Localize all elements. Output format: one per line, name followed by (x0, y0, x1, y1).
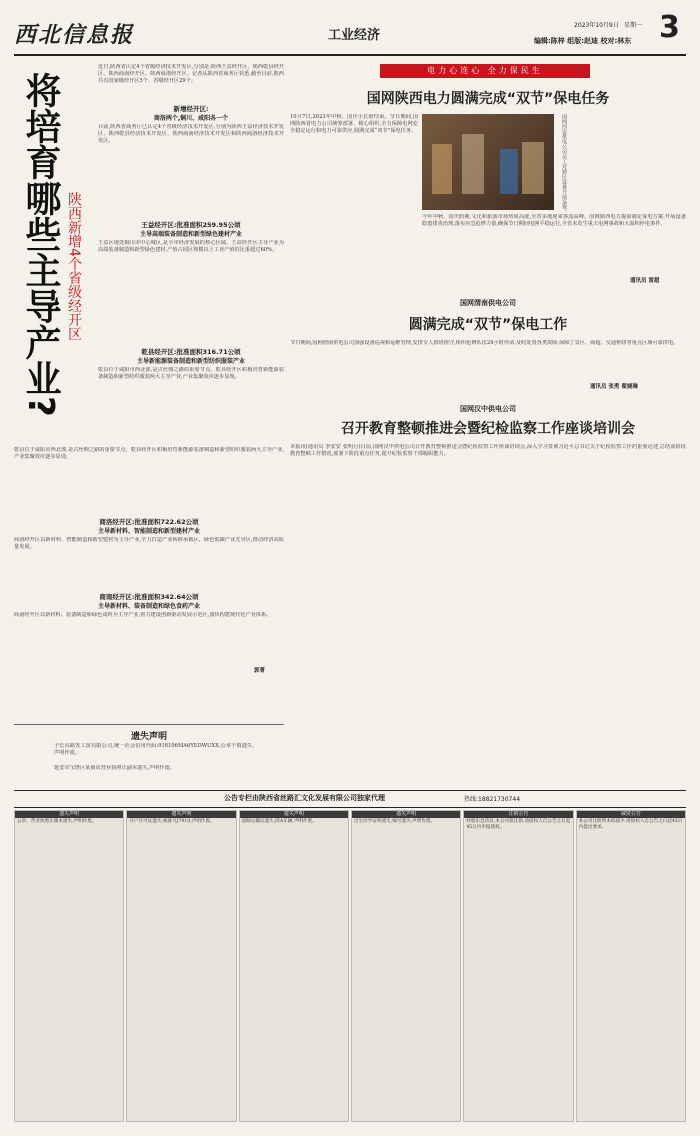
zone2-body: 乾县位于咸阳市西北部,是古丝绸之路的重要节点。乾县经开区积极培育新能源装备制造和新型纺织服装两大主导产业,产业集聚效应逐步显现。 (98, 367, 284, 380)
issue-date: 2023年10月9日 (574, 22, 619, 29)
article2-body: 节日期间,国网渭南供电公司加强设备巡视和运维管理,安排专人值班值守,组织抢修队伍24小时待命,及时处置各类故障,保障了景区、商超、交通枢纽等重点区域可靠供电。 (290, 340, 679, 346)
classified-col (463, 810, 573, 1122)
zone2-title: 乾县经开区:批准面积316.71公顷 (141, 348, 241, 356)
masthead-rule (14, 54, 686, 56)
classified-text: 经股东会决议,本公司拟注销,请债权人自公告之日起45日内申报债权。 (466, 819, 571, 830)
topic-banner (380, 64, 590, 78)
classifieds-header (14, 790, 686, 808)
section1-sub: 商洛两个,铜川、咸阳各一个 (153, 115, 229, 122)
classified-header: 遗失声明 (240, 811, 348, 818)
article1-byline: 通讯员 雷超 (630, 278, 660, 284)
classified-header: 注销公告 (464, 811, 572, 818)
zone3-sub: 主导新材料、智能制造和新型建材产业 (97, 528, 200, 535)
issue-weekday: 星期一 (624, 22, 643, 29)
classified-header: 遗失声明 (15, 811, 123, 818)
classified-header: 遗失声明 (127, 811, 235, 818)
feature-intro: 近日,陕西省认定4个省级经济技术开发区,分别是:陕西王益经开区、陕西乾县经开区、陕西商南经开区、陕西商洛经开区。记者从陕西省商务厅获悉,截至目前,陕西共有国家级经开区5个、省级经开区29个。 (98, 64, 284, 84)
classified-col (14, 810, 124, 1122)
classified-text: 出生医学证明遗失,编号遗失,声明作废。 (354, 819, 436, 824)
classified-header: 减资公告 (577, 811, 685, 818)
article2-org: 国网渭南供电公司 (460, 299, 516, 307)
classified-text: 本公司注册资本拟减少,请债权人自公告之日起45日内提出要求。 (578, 819, 683, 830)
classified-col (239, 810, 349, 1122)
feature-byline: 郭菁 (254, 668, 266, 674)
classified-col (126, 810, 236, 1122)
section-name: 工业经济 (327, 28, 380, 43)
notice-body-1: 子长县路发工贸有限公司,统一社会信用代码:916106MA6YEDWUXX,公章不慎遗失,声明作废。 (54, 743, 254, 756)
classified-text: 公章、营业执照正副本遗失,声明作废。 (17, 819, 97, 824)
article-weinan (290, 296, 686, 396)
page-number: 3 (659, 10, 680, 45)
masthead (14, 10, 686, 60)
section1-title: 新增经开区: (173, 105, 209, 113)
zone4-sub: 主导新材料、装备制造和绿色食药产业 (97, 603, 200, 610)
classifieds (14, 790, 686, 1126)
feature-subhead: 陕西新增4个省级经开区 (66, 192, 82, 341)
left-feature (14, 62, 284, 722)
zone1-title: 王益经开区:批准面积259.95公顷 (141, 221, 241, 229)
classifieds-title: 公告专栏由陕西省丝路汇文化发展有限公司独家代理 (224, 794, 385, 802)
zone1-sub: 主导高端装备制造和新型绿色建材产业 (139, 231, 242, 238)
notice-body-2: 延安市宝塔区某商店营业执照正副本遗失,声明作废。 (54, 765, 175, 771)
article1-photo (422, 114, 554, 210)
zone2-sub: 主导新能源装备制造和新型纺织服装产业 (136, 358, 245, 365)
classified-col (576, 810, 686, 1122)
editor-credits: 编辑:陈梓 组版:赵迪 校对:林东 (534, 37, 632, 45)
zone3-body: 商洛经开区以新材料、智能制造和新型建材为主导产业,全力打造产业转移承载区、绿色低碳产业先导区,推动经济高质量发展。 (14, 537, 284, 550)
article3-org: 国网汉中供电公司 (460, 405, 516, 413)
article2-byline: 通讯员 张勇 翟婕琳 (590, 384, 638, 390)
article1-title: 国网陕西电力圆满完成“双节”保电任务 (366, 91, 610, 107)
article3-title: 召开教育整顿推进会暨纪检监察工作座谈培训会 (341, 421, 635, 437)
article1-photo-caption: 国网西安供电公司员工对辖区设备开展巡视。 (561, 114, 567, 214)
article-hanzhong (290, 402, 686, 602)
article1-lead: 10月7日,2023年中秋、国庆小长假结束。节日期间,国网陕西省电力公司统筹部署、精心组织,全力保障电网安全稳定运行和电力可靠供应,圆满完成“双节”保电任务。 (290, 114, 418, 134)
classified-header: 遗失声明 (352, 811, 460, 818)
classifieds-grid (14, 810, 686, 1122)
zone2-body-wide: 乾县位于咸阳市西北部,是古丝绸之路的重要节点。乾县经开区积极培育新能源装备制造和新型纺织服装两大主导产业,产业集聚效应逐步显现。 (14, 447, 284, 460)
workers-photo-icon (422, 114, 554, 210)
classified-text: 道路运输证遗失,陕A车辆,声明作废。 (241, 819, 317, 824)
topic-banner-text: 电力心连心 全力保民生 (427, 66, 543, 75)
newspaper-logo: 西北信息报 (14, 22, 135, 48)
classified-text: 开户许可证遗失,核准号J7910,声明作废。 (129, 819, 215, 824)
classified-col (351, 810, 461, 1122)
article2-title: 圆满完成“双节”保电工作 (408, 317, 568, 333)
section1-body: 目前,陕西省商务厅已认定4个省级经济技术开发区,分别为陕西王益经济技术开发区、陕西乾县经济技术开发区、陕西商南经济技术开发区和陕西商洛经济技术开发区。 (98, 124, 284, 144)
zone4-title: 商南经开区:批准面积342.64公顷 (99, 593, 199, 601)
article3-body: 本报讯(通讯员 李安安 张明月)日前,国网汉中供电公司召开教育整顿推进会暨纪检监察工作座谈培训会,深入学习贯彻习近平总书记关于纪检监察工作的重要论述,总结前阶段教育整顿工作情况,部署下阶段重点任务,提升纪检监察干部履职能力。 (290, 444, 686, 457)
zone4-body: 商南经开区以新材料、装备制造和绿色食药为主导产业,着力建设创新驱动发展示范区,加快构建现代化产业体系。 (14, 612, 272, 618)
article1-body: 今年中秋、国庆假期,文化和旅游市场热度高涨,全省多地迎来客流高峰。国网陕西电力提前制定保电方案,开展设备隐患排查治理,落实应急抢修力量,确保节日期间电网平稳运行,全省未发生重大电网事故和大面积停电事件。 (422, 214, 686, 227)
feature-headline: 将培育哪些主导产业? (20, 72, 61, 417)
zone1-body: 王益区地处铜川市中心城区,是全市经济发展的核心区域。王益经开区主导产业为高端装备制造和新型绿色建材,产值占园区规模以上工业产值的比重超过60%。 (98, 240, 284, 253)
zone3-title: 商洛经开区:批准面积722.62公顷 (99, 518, 199, 526)
classifieds-hotline: 热线:18821730744 (464, 796, 521, 803)
notice-title: 遗失声明 (130, 732, 167, 742)
lost-notice (14, 724, 284, 787)
